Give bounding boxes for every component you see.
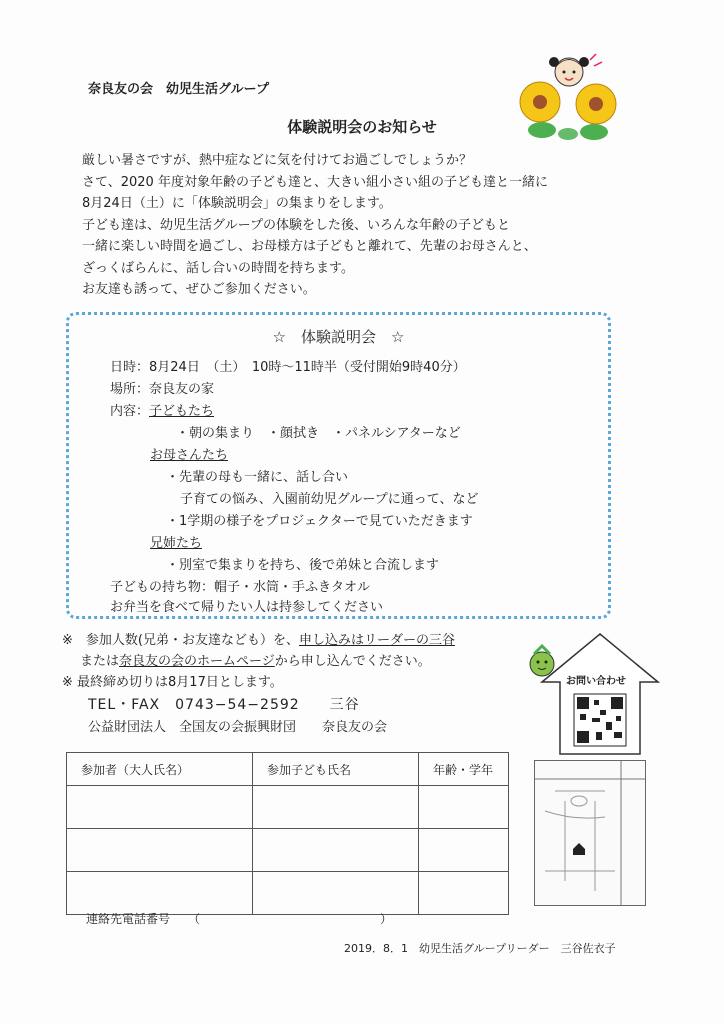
content-label: 内容： xyxy=(110,404,150,419)
footer: 2019．8．1 幼児生活グループリーダー 三谷佐衣子 xyxy=(344,942,616,955)
intro-line: さて、2020 年度対象年齢の子ども達と、大きい組小さい組の子ども達と一緒に xyxy=(82,174,548,190)
homepage-link[interactable]: 奈良友の会のホームページ xyxy=(119,654,275,669)
form-cell[interactable] xyxy=(253,829,419,872)
page-title: 体験説明会のお知らせ xyxy=(287,118,437,136)
org-name: 奈良友の会 幼児生活グループ xyxy=(88,82,269,97)
note-1-text: ※ 参加人数(兄弟・お友達なども）を、 xyxy=(62,633,299,648)
siblings-item: ・別室で集まりを持ち、後で弟妹と合流します xyxy=(166,558,440,573)
intro-line: 一緒に楽しい時間を過ごし、お母様方は子どもと離れて、先輩のお母さんと、 xyxy=(82,239,537,254)
children-heading: 子どもたち xyxy=(149,404,215,419)
header-age: 年齢・学年 xyxy=(419,753,509,786)
header-adult: 参加者（大人氏名） xyxy=(67,753,253,786)
intro-line: お友達も誘って、ぜひご参加ください。 xyxy=(82,282,316,297)
mothers-heading: お母さんたち xyxy=(150,448,229,463)
belongings: 子どもの持ち物：帽子・水筒・手ふきタオル xyxy=(110,580,371,595)
registration-form xyxy=(66,752,509,915)
children-item: ・朝の集まり ・顔拭き ・パネルシアターなど xyxy=(176,426,461,441)
mothers-item1b: 子育ての悩み、入園前幼児グループに通って、など xyxy=(180,492,479,507)
form-cell[interactable] xyxy=(419,786,509,829)
mascot-icon xyxy=(524,644,560,680)
event-date: 日時：8月24日 （土） 10時～11時半（受付開始9時40分） xyxy=(110,360,466,375)
intro-line: ざっくばらんに、話し合いの時間を持ちます。 xyxy=(82,260,354,276)
apply-leader-link: 申し込みはリーダーの三谷 xyxy=(298,633,455,648)
event-title: ☆ 体験説明会 ☆ xyxy=(272,328,405,346)
event-content xyxy=(110,402,214,422)
form-cell[interactable] xyxy=(67,829,253,872)
intro-line: 8月24日（土）に「体験説明会」の集まりをします。 xyxy=(82,196,392,211)
note-2 xyxy=(62,651,455,672)
sunflower-girl-illustration xyxy=(512,50,622,142)
phone-number-label: 連絡先電話番号 （ ） xyxy=(86,912,393,926)
notes xyxy=(62,630,455,693)
intro-line: 子ども達は、幼児生活グループの体験をした後、いろんな年齢の子どもと xyxy=(82,217,510,233)
mothers-item2: ・1学期の様子をプロジェクターで見ていただきます xyxy=(166,514,473,529)
form-cell[interactable] xyxy=(419,872,509,915)
deadline-note: ※ 最終締め切りは8月17日とします。 xyxy=(62,675,283,690)
mothers-item1: ・先輩の母も一緒に、話し合い xyxy=(166,470,349,485)
table-row xyxy=(67,829,509,872)
note-1 xyxy=(62,630,455,651)
table-row xyxy=(67,786,509,829)
tel-fax: TEL・FAX 0743−54−2592 三谷 xyxy=(88,697,360,713)
form-cell[interactable] xyxy=(419,829,509,872)
intro-line: 厳しい暑さですが、熱中症などに気を付けてお過ごしでしょうか？ xyxy=(82,153,473,168)
intro-text xyxy=(82,150,548,301)
form-cell[interactable] xyxy=(67,872,253,915)
foundation-name: 公益財団法人 全国友の会振興財団 奈良友の会 xyxy=(88,720,388,735)
header-child: 参加子ども氏名 xyxy=(253,753,419,786)
note-2-post: から申し込んでください。 xyxy=(274,654,431,669)
lunch-note: お弁当を食べて帰りたい人は持参してください xyxy=(110,600,384,615)
event-place: 場所：奈良友の家 xyxy=(110,382,215,397)
form-cell[interactable] xyxy=(67,786,253,829)
map-icon xyxy=(535,761,645,905)
form-cell[interactable] xyxy=(253,786,419,829)
location-map xyxy=(534,760,646,906)
siblings-heading: 兄姉たち xyxy=(150,536,203,551)
form-cell[interactable] xyxy=(253,872,419,915)
qr-code-icon xyxy=(574,694,626,746)
note-2-pre: または xyxy=(80,654,120,669)
table-row xyxy=(67,872,509,915)
contact-label: お問い合わせ xyxy=(566,676,626,687)
